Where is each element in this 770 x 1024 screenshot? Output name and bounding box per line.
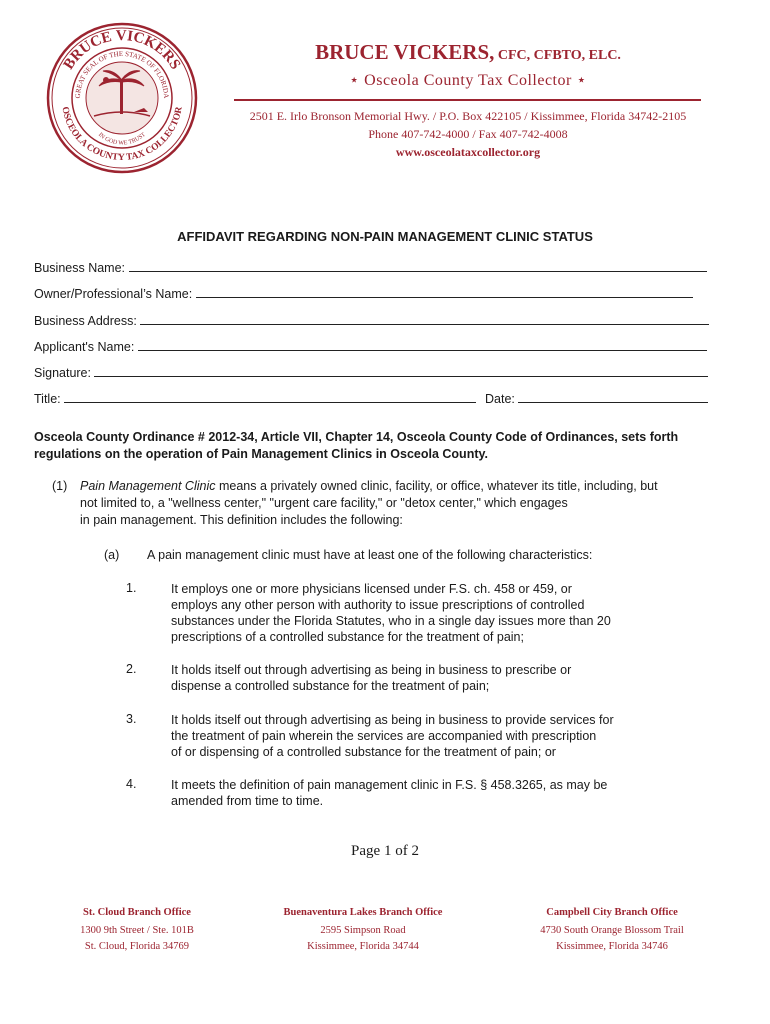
section-1-number: (1)	[52, 479, 68, 493]
section-1-line-2: not limited to, a "wellness center," "urgent care facility," or "detox center," which engages	[80, 496, 568, 510]
item-1-text: It employs one or more physicians licensed under F.S. ch. 458 or 459, or employs any other person with authority to issue prescriptions of controlled substances under the Florida Statutes, who in a single day issues more than 20 prescriptions of a controlled substance for the treatment of pain;	[171, 582, 611, 644]
business-name-field[interactable]: Business Name:	[34, 259, 707, 275]
collector-subtitle: ⋆ Osceola County Tax Collector ⋆	[349, 72, 587, 89]
seal-ring-text: GREAT SEAL OF THE STATE OF FLORIDA	[73, 49, 171, 99]
section-1: (1) Pain Management Clinic means a privately owned clinic, facility, or office, whatever its title, including, but not limited to, a "wellness center," "urgent care facility," or "detox center," which engages in pain management. This definition includes the following:	[52, 478, 742, 529]
item-4-text: It meets the definition of pain management clinic in F.S. § 458.3265, as may be amended from time to time.	[171, 778, 608, 808]
date-field[interactable]: Date:	[485, 390, 708, 406]
item-2-number: 2.	[126, 662, 137, 676]
page-number: Page 1 of 2	[351, 843, 419, 859]
business-address-field[interactable]: Business Address:	[34, 312, 709, 328]
tax-collector-seal	[46, 22, 198, 174]
item-3-text: It holds itself out through advertising as being in business to provide services for the treatment of pain wherein the services are accompanied with prescription of or dispensing of a controlled substance for the treatment of pain; or	[171, 713, 614, 759]
collector-name: BRUCE VICKERS, CFC, CFBTO, ELC.	[315, 40, 621, 64]
ordinance-statement: Osceola County Ordinance # 2012-34, Article VII, Chapter 14, Osceola County Code of Ordinances, sets forth regulations on the operation of Pain Management Clinics in Osceola County.	[34, 430, 679, 461]
applicant-name-field[interactable]: Applicant's Name:	[34, 338, 707, 354]
branch-st-cloud: St. Cloud Branch Office 1300 9th Street / Ste. 101B St. Cloud, Florida 34769	[80, 907, 194, 952]
website-link[interactable]: www.osceolataxcollector.org	[395, 145, 541, 159]
section-1-term: Pain Management Clinic	[80, 479, 216, 493]
item-1-number: 1.	[126, 581, 137, 595]
branch-campbell-city: Campbell City Branch Office 4730 South Orange Blossom Trail Kissimmee, Florida 34746	[540, 907, 684, 952]
title-field[interactable]: Title:	[34, 390, 476, 406]
page-title: AFFIDAVIT REGARDING NON-PAIN MANAGEMENT CLINIC STATUS	[177, 229, 593, 244]
item-3-number: 3.	[126, 712, 137, 726]
owner-name-field[interactable]: Owner/Professional’s Name:	[34, 285, 693, 301]
header-divider	[234, 99, 701, 101]
subsection-a-label: (a)	[104, 548, 120, 562]
signature-field[interactable]: Signature:	[34, 364, 708, 380]
office-address: 2501 E. Irlo Bronson Memorial Hwy. / P.O. Box 422105 / Kissimmee, Florida 34742-2105	[249, 109, 687, 123]
seal-top-text: BRUCE VICKERS	[60, 27, 184, 73]
section-1-line-3: in pain management. This definition includes the following:	[80, 513, 403, 527]
subsection-a-text: A pain management clinic must have at least one of the following characteristics:	[147, 548, 593, 562]
item-4-number: 4.	[126, 777, 137, 791]
office-phone: Phone 407-742-4000 / Fax 407-742-4008	[368, 127, 568, 141]
item-2-text: It holds itself out through advertising as being in business to prescribe or dispense a controlled substance for the treatment of pain;	[171, 663, 572, 693]
seal-bottom-text: OSCEOLA COUNTY TAX COLLECTOR	[59, 105, 185, 164]
seal-motto: IN GOD WE TRUST	[96, 131, 147, 147]
branch-buenaventura-lakes: Buenaventura Lakes Branch Office 2595 Simpson Road Kissimmee, Florida 34744	[283, 907, 443, 952]
